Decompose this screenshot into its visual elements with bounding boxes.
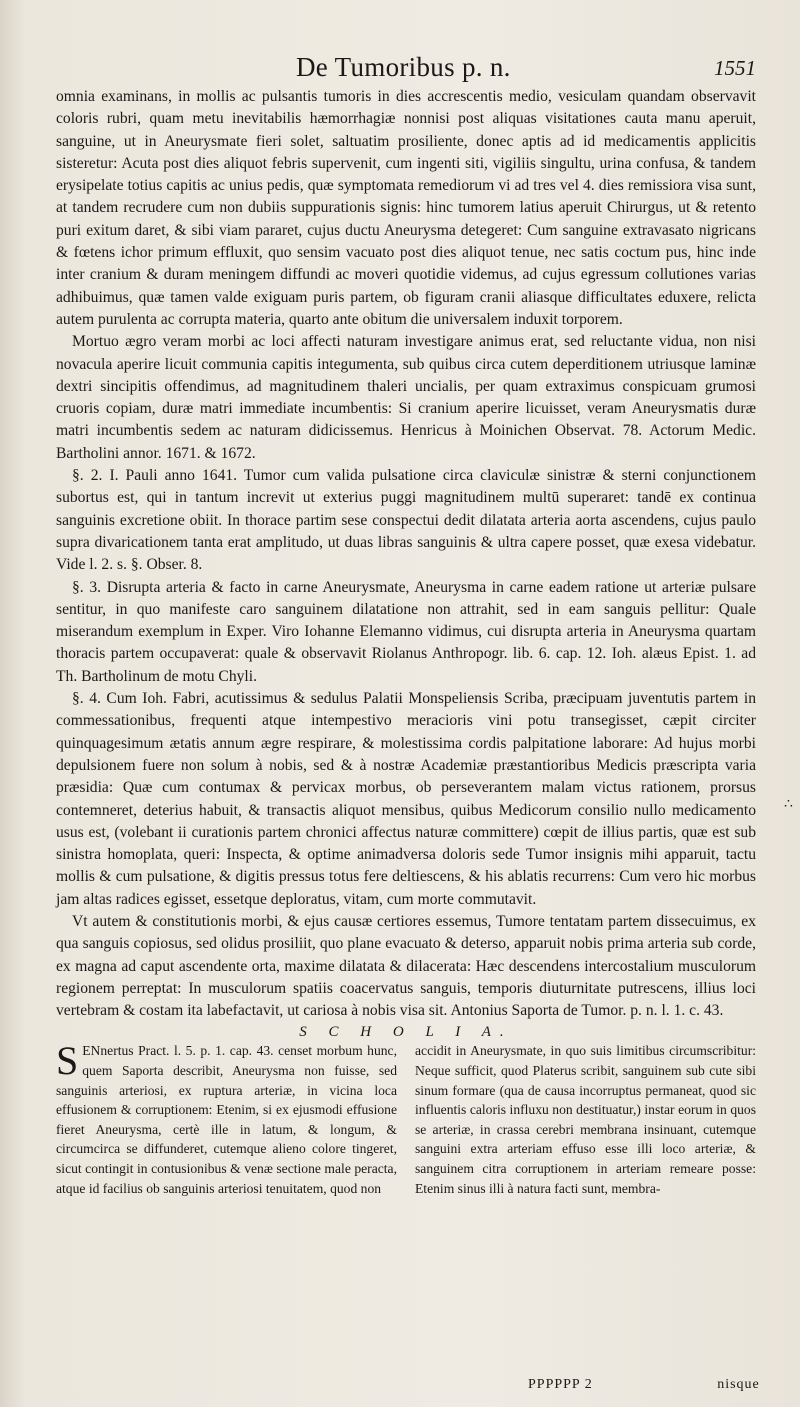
paragraph: §. 3. Disrupta arteria & facto in carne Aneurysmate, Aneurysma in carne eadem ratione ut arteriæ pulsare sentitur, in quo manifeste caro sanguinem dilatatione non attrahit, sed in eam sanguis pellitur: Quale miserandum exemplum in Exper. Viro Iohanne Elemanno vidimus, cui disrupta arteria in Aneurysma quartam thoracis partem occupaverat: quale & observavit Riolanus Anthropogr. lib. 6. cap. 12. Ioh. alæus Epist. 1. ad Th. Bartholinum de motu Chyli. [56, 578, 756, 685]
scholia-left-column [56, 1038, 397, 1198]
signature-mark: PPPPPP 2 [528, 1377, 593, 1392]
paragraph: omnia examinans, in mollis ac pulsantis tumoris in dies accrescentis medio, vesiculam quandam observavit coloris rubri, quam metu inevitabilis hæmorrhagiæ nonnisi post aliquas visitationes cauta manu aperuit, sanguine, ut in Aneurysmate fieri solet, saltuatim prosiliente, donec aptis ad id medicamentis applicitis sisteretur: Acuta post dies aliquot febris supervenit, cum ingenti siti, vigiliis singultu, urina confusa, & tandem erysipelate totius capitis ac unius pedis, quæ symptomata remediorum vi ad tres vel 4. dies remissiora visa sunt, at tandem recrudere cum non dubiis suppurationis signis: hinc tumorem latius aperuit Chirurgus, ut & retento puri exitum daret, & sibi viam pararet, cujus ductu Aneurysma detegeret: Cum sanguine extravasato nigricans & fœtens ichor primum effluxit, quo sensim vacuato post dies aliquot tenue, nec satis coctum pus, hinc inde inter cranium & duram meningem diffundi ac moveri quotidie videmus, ad cujus egressum collutiones varias adhibuimus, quæ tamen valde exiguam puris partem, ob figuram cranii aliasque difficultates eduxere, relicta autem purulenta ac corrupta materia, quarto ante obitum die universalem induxit torporem. [56, 88, 756, 328]
margin-mark: ∴ [784, 797, 793, 812]
paragraph: §. 4. Cum Ioh. Fabri, acutissimus & sedulus Palatii Monspeliensis Scriba, præcipuam juventutis partem in commessationibus, frequenti atque intempestivo meracioris vini potu transegisset, cæpit circiter quinquagesimum ætatis annum ægre respirare, & molestissima cordis palpitatione laborare: Ad hujus morbi depulsionem fuere non solum à nobis, sed & à nostræ Academiæ præstantioribus Medicis præscripta varia præsidia: Quæ cum contumax & pervicax morbus, ob perseverantem malam victus rationem, prorsus contemneret, deterius habuit, & transactis aliquot mensibus, quibus Medicorum consilio nullo medicamento usus est, (volebant ii curationis partem chronici affectus naturæ committere) cœpit de illius partis, quæ est sub sinistra homoplata, queri: Inspecta, & optime animadversa doloris sede Tumor insignis mihi apparuit, tactu mollis & cum pulsatione, & digitis pressus totus fere deltiescens, & his ablatis recurrens: Cum vero hic morbus jam altas radices egisset, essetque deploratus, vitam, cum morte commutavit. [56, 690, 756, 908]
drop-cap: S [56, 1038, 79, 1084]
scholia-columns [56, 1038, 756, 1198]
scholia-right-column [415, 1041, 756, 1198]
paragraph: Vt autem & constitutionis morbi, & ejus causæ certiores essemus, Tumore tentatam partem dissecuimus, ex qua sanguis copiosus, sed olidus prosiliit, quo plane evacuato & deterso, apparuit nobis prima arteria sub corde, ex magna ad caput ascendente orta, maxime dilatata & dilacerata: Hæc descendens intercostalium musculorum regionem perreptat: In musculorum spatiis coacervatus sanguis, temporis diuturnitate putrescens, illius loci vertebram & costam ita labefactavit, ut cariosa à nobis visa sit. Antonius Saporta de Tumor. p. n. l. 1. c. 43. [56, 912, 756, 1020]
scholia-right-text: accidit in Aneurysmate, in quo suis limitibus circumscribitur: Neque sufficit, quod Platerus scribit, sanguinem sub cute sibi sinum formare (qua de causa incorruptus permaneat, quod sic influentis caloris influxu non destituatur,) instar eorum in quos se arteriæ, in crassa cerebri membrana insinuant, cutemque sanguini extra arteriam effuso esse illi loco arteriæ, & sanguinem citra corruptionem in arteriam remeare posse: Etenim sinus illi à natura facti sunt, membra- [415, 1043, 756, 1196]
running-title: De Tumoribus p. n. [296, 52, 511, 82]
paragraph: Mortuo ægro veram morbi ac loci affecti naturam investigare animus erat, sed reluctante vidua, non nisi novacula aperire licuit communia capitis integumenta, sub quibus circa cutem deperditionem utriusque laminæ dextri sincipitis offendimus, ad magnitudinem thaleri uncialis, per quam extraximus conspicuam grumosi cruoris copiam, duræ matri immediate incumbentis: Si cranium aperire licuisset, veram Aneurysmatis duræ matri incumbentis sedem ac naturam didicissemus. Henricus à Moinichen Observat. 78. Actorum Medic. Bartholini annor. 1671. & 1672. [56, 333, 756, 462]
scholia-left-text: ENnertus Pract. l. 5. p. 1. cap. 43. censet morbum hunc, quem Saporta describit, Aneurysma non fuisse, sed sanguinis arteriosi, ex ruptura arteriæ, in vicina loca effusionem & corruptionem: Etenim, si ex ejusmodi effusione fieret Aneurysma, certè ille in latum, & longum, & circumcirca se diffunderet, cutemque alieno colore tingeret, sicut contingit in contusionibus & venæ sectione male peracta, atque id facilius ob sanguinis arteriosi tenuitatem, quod non [56, 1043, 397, 1196]
scholia-heading: S C H O L I A. [299, 1024, 513, 1041]
main-text [56, 86, 756, 1022]
page-footer [528, 1377, 760, 1393]
page-number: 1551 [714, 56, 756, 80]
running-header [56, 52, 756, 86]
paragraph: §. 2. I. Pauli anno 1641. Tumor cum valida pulsatione circa claviculæ sinistræ & sterni conjunctionem subortus est, qui in tantum increvit ut exterius puggi magnitudinem multū superaret: tandē ex continua sanguinis excretione obiit. In thorace partim sese conspectui dedit dilatata arteria aorta ascendens, cujus paulo supra divaricationem tanta erat amplitudo, ut duas libras sanguinis & ultra capere posset, quæ exesa videbatur. Vide l. 2. s. §. Obser. 8. [56, 467, 756, 574]
catchword: nisque [717, 1377, 760, 1392]
